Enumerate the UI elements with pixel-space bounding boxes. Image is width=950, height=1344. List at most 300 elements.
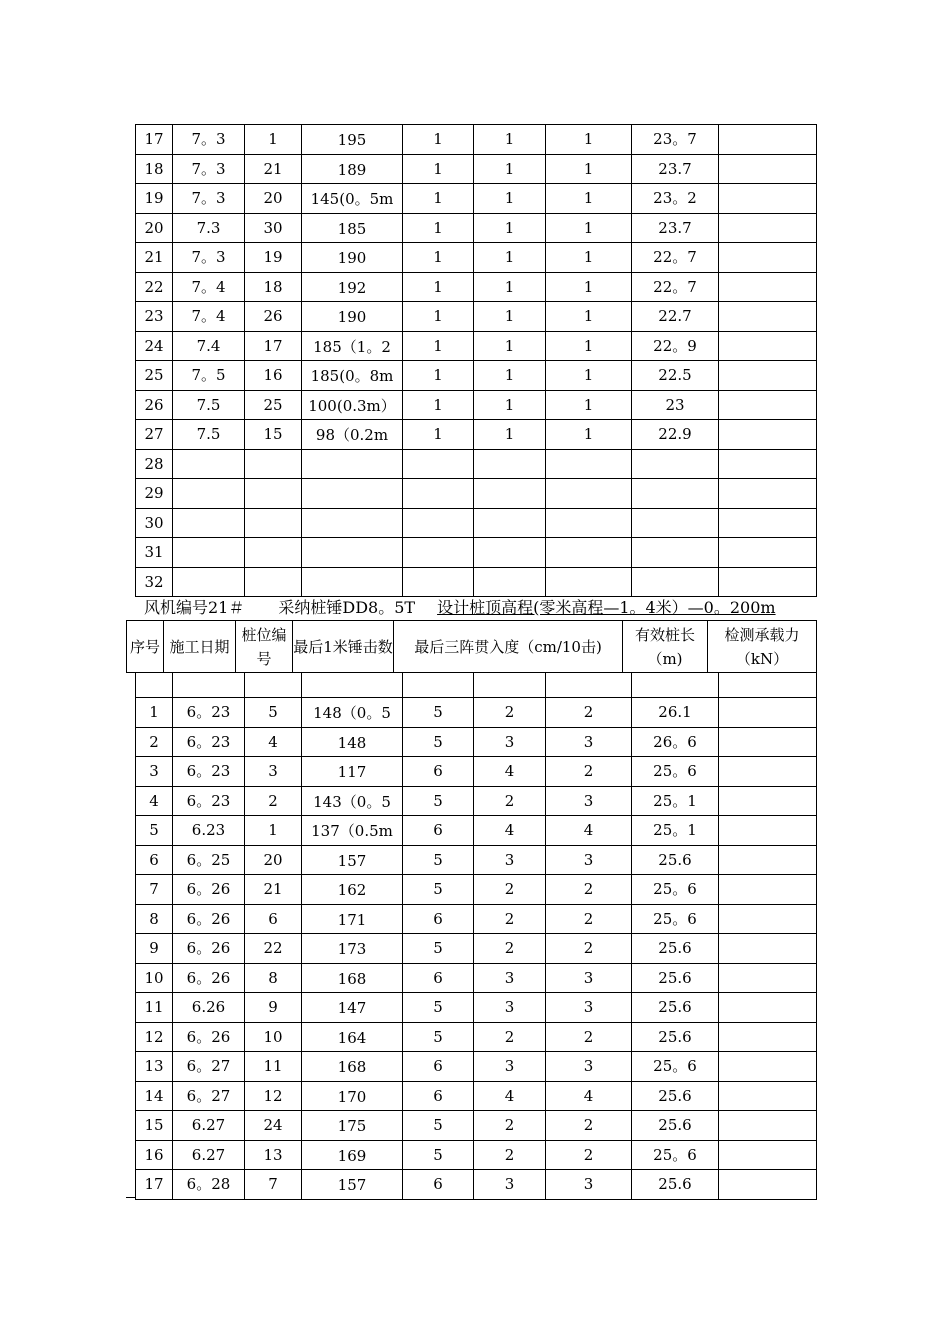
cell-capacity <box>719 993 817 1023</box>
cell-capacity <box>719 449 817 479</box>
cell-capacity <box>719 1111 817 1141</box>
cell-seq: 18 <box>136 154 173 184</box>
cell-penetration-1: 6 <box>403 1052 474 1082</box>
cell-pile-no: 3 <box>245 757 302 787</box>
cell-penetration-2: 2 <box>474 1111 546 1141</box>
cell-capacity <box>719 302 817 332</box>
cell-penetration-1: 5 <box>403 875 474 905</box>
table-row <box>136 538 817 568</box>
cell-penetration-3: 2 <box>546 698 632 728</box>
cell-effective-length: 23。7 <box>632 125 719 155</box>
cell-penetration-3: 3 <box>546 1052 632 1082</box>
cell-last-meter-blows: 189 <box>302 154 403 184</box>
cell-pile-no: 7 <box>245 1170 302 1200</box>
cell-seq: 17 <box>136 125 173 155</box>
cell-date: 7。4 <box>173 272 245 302</box>
table-row <box>136 1052 817 1082</box>
cell-date <box>173 567 245 597</box>
cell-pile-no: 19 <box>245 243 302 273</box>
cell-last-meter-blows: 164 <box>302 1022 403 1052</box>
cell-penetration-2: 1 <box>474 302 546 332</box>
cell-penetration-2: 1 <box>474 184 546 214</box>
cell-date: 7。3 <box>173 243 245 273</box>
cell-penetration-2: 3 <box>474 993 546 1023</box>
cell-effective-length <box>632 508 719 538</box>
cell-penetration-1: 6 <box>403 816 474 846</box>
cell-penetration-3 <box>546 508 632 538</box>
cell-penetration-2: 2 <box>474 875 546 905</box>
cell-capacity <box>719 1081 817 1111</box>
table-row <box>136 420 817 450</box>
cell-penetration-2: 1 <box>474 390 546 420</box>
cell-penetration-3: 1 <box>546 272 632 302</box>
cell-last-meter-blows: 157 <box>302 1170 403 1200</box>
cell-date: 6.26 <box>173 993 245 1023</box>
cell-capacity <box>719 698 817 728</box>
cell-seq: 3 <box>136 757 173 787</box>
cell-penetration-3: 1 <box>546 331 632 361</box>
cell-seq: 11 <box>136 993 173 1023</box>
cell-last-meter-blows <box>302 449 403 479</box>
pile-hammer: 采纳桩锤DD8。5T <box>278 598 416 617</box>
cell-penetration-1: 1 <box>403 213 474 243</box>
table-row <box>136 1081 817 1111</box>
cell-penetration-1: 1 <box>403 420 474 450</box>
cell-seq: 8 <box>136 904 173 934</box>
cell-penetration-2: 3 <box>474 1170 546 1200</box>
cell-penetration-2: 2 <box>474 934 546 964</box>
table-row <box>136 184 817 214</box>
table-row <box>136 272 817 302</box>
cell-date: 6.27 <box>173 1111 245 1141</box>
cell-penetration-3: 2 <box>546 757 632 787</box>
cell-effective-length: 25。1 <box>632 786 719 816</box>
header-seq: 序号 <box>127 621 164 673</box>
cell-seq: 21 <box>136 243 173 273</box>
cell-capacity <box>719 272 817 302</box>
cell-penetration-3: 3 <box>546 963 632 993</box>
cell-date: 6。26 <box>173 904 245 934</box>
cell-date: 6。23 <box>173 727 245 757</box>
cell-capacity <box>719 727 817 757</box>
cell-penetration-1: 6 <box>403 757 474 787</box>
table-row <box>136 727 817 757</box>
cell-seq: 19 <box>136 184 173 214</box>
cell-date: 6.23 <box>173 816 245 846</box>
pile-record-table <box>135 672 817 1200</box>
cell-pile-no: 2 <box>245 786 302 816</box>
cell-last-meter-blows: 175 <box>302 1111 403 1141</box>
cell-effective-length: 25。6 <box>632 757 719 787</box>
cell-seq: 25 <box>136 361 173 391</box>
table-row <box>136 698 817 728</box>
cell-date <box>173 479 245 509</box>
cell-penetration-3: 1 <box>546 302 632 332</box>
cell-last-meter-blows: 185（1。2 <box>302 331 403 361</box>
cell-penetration-3: 1 <box>546 184 632 214</box>
cell-date: 7。3 <box>173 125 245 155</box>
cell-effective-length: 25。1 <box>632 816 719 846</box>
table-row <box>136 390 817 420</box>
cell-last-meter-blows: 190 <box>302 243 403 273</box>
cell-seq: 24 <box>136 331 173 361</box>
cell-penetration-3: 4 <box>546 816 632 846</box>
cell-last-meter-blows: 148 <box>302 727 403 757</box>
cell-date: 6。23 <box>173 786 245 816</box>
turbine-number: 风机编号21＃ <box>144 598 245 617</box>
cell-penetration-2: 1 <box>474 331 546 361</box>
table-a-body <box>136 125 817 597</box>
cell-capacity <box>719 538 817 568</box>
cell-effective-length: 25.6 <box>632 963 719 993</box>
cell-capacity <box>719 154 817 184</box>
turbine-caption <box>144 598 776 618</box>
cell-penetration-1: 1 <box>403 390 474 420</box>
cell-date <box>173 508 245 538</box>
cell-pile-no: 8 <box>245 963 302 993</box>
cell-pile-no: 12 <box>245 1081 302 1111</box>
cell-penetration-1: 5 <box>403 1022 474 1052</box>
cell-last-meter-blows: 137（0.5m <box>302 816 403 846</box>
cell-date: 6。27 <box>173 1081 245 1111</box>
cell-seq: 20 <box>136 213 173 243</box>
cell-pile-no: 20 <box>245 184 302 214</box>
cell-penetration-2: 4 <box>474 1081 546 1111</box>
cell-last-meter-blows: 192 <box>302 272 403 302</box>
cell-penetration-2: 1 <box>474 420 546 450</box>
cell-seq: 9 <box>136 934 173 964</box>
cell-penetration-3: 2 <box>546 1140 632 1170</box>
cell-penetration-1: 1 <box>403 184 474 214</box>
cell-date: 6。23 <box>173 757 245 787</box>
cell-seq: 2 <box>136 727 173 757</box>
cell-penetration-1: 5 <box>403 934 474 964</box>
cell-seq: 23 <box>136 302 173 332</box>
cell-capacity <box>719 331 817 361</box>
table-row <box>136 757 817 787</box>
table-row <box>136 154 817 184</box>
cell-capacity <box>719 184 817 214</box>
cell-capacity <box>719 390 817 420</box>
header-effective-length: 有效桩长（m) <box>623 621 708 673</box>
cell-pile-no: 21 <box>245 875 302 905</box>
table-row <box>136 508 817 538</box>
cell-penetration-1: 6 <box>403 963 474 993</box>
table-row <box>136 845 817 875</box>
cell-pile-no <box>245 508 302 538</box>
cell-pile-no: 17 <box>245 331 302 361</box>
cell-capacity <box>719 1022 817 1052</box>
cell-date: 6。26 <box>173 875 245 905</box>
header-pile-no: 桩位编号 <box>236 621 293 673</box>
cell-penetration-2: 4 <box>474 757 546 787</box>
cell-seq: 17 <box>136 1170 173 1200</box>
cell-penetration-3: 2 <box>546 875 632 905</box>
cell-pile-no: 10 <box>245 1022 302 1052</box>
cell-seq: 7 <box>136 875 173 905</box>
cell-effective-length: 25。6 <box>632 1052 719 1082</box>
cell-last-meter-blows: 171 <box>302 904 403 934</box>
cell-date: 7。3 <box>173 184 245 214</box>
cell-effective-length: 23.7 <box>632 154 719 184</box>
cell-penetration-3 <box>546 567 632 597</box>
cell-pile-no: 5 <box>245 698 302 728</box>
cell-penetration-2 <box>474 538 546 568</box>
cell-penetration-1: 6 <box>403 1081 474 1111</box>
cell-penetration-2: 2 <box>474 904 546 934</box>
header-last-meter-blows: 最后1米锤击数 <box>293 621 394 673</box>
cell-penetration-2: 2 <box>474 1140 546 1170</box>
cell-penetration-3: 1 <box>546 390 632 420</box>
cell-penetration-2: 1 <box>474 154 546 184</box>
cell-last-meter-blows: 185(0。8m <box>302 361 403 391</box>
cell-date: 6。25 <box>173 845 245 875</box>
cell-penetration-1: 1 <box>403 125 474 155</box>
cell-last-meter-blows: 147 <box>302 993 403 1023</box>
table-row <box>136 904 817 934</box>
cell-capacity <box>719 875 817 905</box>
cell-penetration-3: 2 <box>546 934 632 964</box>
cell-effective-length: 25.6 <box>632 1170 719 1200</box>
cell-seq: 16 <box>136 1140 173 1170</box>
cell-seq: 4 <box>136 786 173 816</box>
cell-effective-length: 25.6 <box>632 1081 719 1111</box>
cell-pile-no: 21 <box>245 154 302 184</box>
table-row <box>136 125 817 155</box>
table-row <box>136 993 817 1023</box>
cell-effective-length: 26.1 <box>632 698 719 728</box>
cell-penetration-2: 1 <box>474 213 546 243</box>
cell-penetration-3: 3 <box>546 786 632 816</box>
cell-effective-length <box>632 538 719 568</box>
cell-date: 6。26 <box>173 934 245 964</box>
cell-last-meter-blows: 169 <box>302 1140 403 1170</box>
cell-last-meter-blows: 157 <box>302 845 403 875</box>
cell-effective-length: 25.6 <box>632 934 719 964</box>
cell-capacity <box>719 243 817 273</box>
table-row <box>136 331 817 361</box>
cell-capacity <box>719 757 817 787</box>
cell-penetration-1: 1 <box>403 302 474 332</box>
cell-pile-no: 11 <box>245 1052 302 1082</box>
cell-effective-length: 22。7 <box>632 243 719 273</box>
cell-penetration-1: 1 <box>403 243 474 273</box>
pile-record-table-header <box>126 620 817 673</box>
cell-last-meter-blows: 143（0。5 <box>302 786 403 816</box>
cell-pile-no: 4 <box>245 727 302 757</box>
cell-effective-length: 25.6 <box>632 1111 719 1141</box>
cell-capacity <box>719 845 817 875</box>
table-row <box>136 567 817 597</box>
cell-penetration-1: 1 <box>403 331 474 361</box>
cell-pile-no <box>245 449 302 479</box>
cell-penetration-2: 3 <box>474 963 546 993</box>
cell-penetration-3: 2 <box>546 1022 632 1052</box>
cell-last-meter-blows: 148（0。5 <box>302 698 403 728</box>
cell-effective-length: 25.6 <box>632 845 719 875</box>
cell-penetration-2 <box>474 479 546 509</box>
cell-penetration-2: 1 <box>474 125 546 155</box>
cell-pile-no: 1 <box>245 125 302 155</box>
table-row <box>136 302 817 332</box>
cell-seq: 29 <box>136 479 173 509</box>
cell-effective-length: 23 <box>632 390 719 420</box>
cell-penetration-2: 3 <box>474 1052 546 1082</box>
cell-penetration-1 <box>403 508 474 538</box>
cell-last-meter-blows <box>302 508 403 538</box>
cell-effective-length: 25。6 <box>632 875 719 905</box>
table-row <box>136 1111 817 1141</box>
cell-seq: 30 <box>136 508 173 538</box>
cell-last-meter-blows: 185 <box>302 213 403 243</box>
cell-seq: 27 <box>136 420 173 450</box>
cell-last-meter-blows: 190 <box>302 302 403 332</box>
table-row <box>136 1140 817 1170</box>
table-b-body <box>136 673 817 1200</box>
cell-date: 7。5 <box>173 361 245 391</box>
cell-last-meter-blows: 195 <box>302 125 403 155</box>
cell-pile-no: 15 <box>245 420 302 450</box>
table-row <box>136 963 817 993</box>
cell-seq: 15 <box>136 1111 173 1141</box>
cell-capacity <box>719 816 817 846</box>
cell-penetration-1: 5 <box>403 845 474 875</box>
cell-date: 6。26 <box>173 963 245 993</box>
cell-capacity <box>719 963 817 993</box>
cell-date <box>173 449 245 479</box>
table-row <box>136 449 817 479</box>
cell-capacity <box>719 934 817 964</box>
cell-penetration-2: 1 <box>474 361 546 391</box>
cell-effective-length: 23.7 <box>632 213 719 243</box>
cell-penetration-3: 4 <box>546 1081 632 1111</box>
header-date: 施工日期 <box>164 621 236 673</box>
cell-penetration-1 <box>403 567 474 597</box>
cell-seq: 28 <box>136 449 173 479</box>
cell-date: 7.3 <box>173 213 245 243</box>
cell-seq: 32 <box>136 567 173 597</box>
design-pile-top-elevation: 设计桩顶高程(零米高程—1。4米）—0。200m <box>437 598 776 617</box>
cell-date: 6。26 <box>173 1022 245 1052</box>
cell-penetration-3: 3 <box>546 845 632 875</box>
cell-penetration-2: 2 <box>474 698 546 728</box>
cell-penetration-3 <box>546 449 632 479</box>
cell-effective-length: 26。6 <box>632 727 719 757</box>
cell-pile-no: 26 <box>245 302 302 332</box>
table-row <box>136 243 817 273</box>
cell-pile-no: 24 <box>245 1111 302 1141</box>
cell-capacity <box>719 1140 817 1170</box>
cell-date: 6。23 <box>173 698 245 728</box>
cell-penetration-3: 2 <box>546 1111 632 1141</box>
cell-effective-length: 25.6 <box>632 993 719 1023</box>
cell-effective-length: 23。2 <box>632 184 719 214</box>
cell-capacity <box>719 1170 817 1200</box>
cell-penetration-3: 2 <box>546 904 632 934</box>
cell-penetration-2: 3 <box>474 845 546 875</box>
cell-effective-length: 22.9 <box>632 420 719 450</box>
cell-date: 7.4 <box>173 331 245 361</box>
cell-effective-length <box>632 449 719 479</box>
cell-last-meter-blows: 162 <box>302 875 403 905</box>
cell-penetration-3: 3 <box>546 727 632 757</box>
cell-capacity <box>719 479 817 509</box>
table-row <box>136 934 817 964</box>
cell-effective-length: 25。6 <box>632 904 719 934</box>
cell-last-meter-blows <box>302 479 403 509</box>
cell-last-meter-blows: 98（0.2m <box>302 420 403 450</box>
cell-penetration-2: 1 <box>474 272 546 302</box>
cell-penetration-1 <box>403 538 474 568</box>
cell-penetration-1: 5 <box>403 698 474 728</box>
header-penetration: 最后三阵贯入度（cm/10击) <box>394 621 623 673</box>
cell-seq: 5 <box>136 816 173 846</box>
cell-effective-length <box>632 567 719 597</box>
cell-penetration-2 <box>474 508 546 538</box>
cell-penetration-3: 1 <box>546 420 632 450</box>
cell-effective-length <box>632 479 719 509</box>
cell-penetration-3 <box>546 479 632 509</box>
cell-capacity <box>719 213 817 243</box>
cell-seq: 14 <box>136 1081 173 1111</box>
cell-pile-no <box>245 567 302 597</box>
table-row <box>136 479 817 509</box>
cell-pile-no: 18 <box>245 272 302 302</box>
cell-penetration-3: 1 <box>546 213 632 243</box>
cell-pile-no: 20 <box>245 845 302 875</box>
cell-penetration-2: 4 <box>474 816 546 846</box>
cell-pile-no: 13 <box>245 1140 302 1170</box>
table-row <box>136 361 817 391</box>
cell-pile-no <box>245 479 302 509</box>
cell-penetration-1 <box>403 449 474 479</box>
cell-seq: 13 <box>136 1052 173 1082</box>
cell-last-meter-blows: 168 <box>302 1052 403 1082</box>
pile-record-table-continued <box>135 124 817 597</box>
cell-penetration-1: 1 <box>403 272 474 302</box>
cell-date: 7。4 <box>173 302 245 332</box>
cell-last-meter-blows: 168 <box>302 963 403 993</box>
table-row <box>136 875 817 905</box>
cell-penetration-3: 1 <box>546 154 632 184</box>
cell-penetration-3: 1 <box>546 243 632 273</box>
cell-last-meter-blows <box>302 538 403 568</box>
cell-capacity <box>719 1052 817 1082</box>
cell-date: 7。3 <box>173 154 245 184</box>
cell-penetration-1: 5 <box>403 786 474 816</box>
cell-penetration-1: 1 <box>403 361 474 391</box>
cell-seq: 12 <box>136 1022 173 1052</box>
cell-effective-length: 25.6 <box>632 1022 719 1052</box>
cell-penetration-3: 3 <box>546 993 632 1023</box>
cell-last-meter-blows: 173 <box>302 934 403 964</box>
cell-penetration-3: 1 <box>546 125 632 155</box>
cell-penetration-1: 5 <box>403 1111 474 1141</box>
cell-capacity <box>719 508 817 538</box>
cell-seq: 31 <box>136 538 173 568</box>
cell-capacity <box>719 420 817 450</box>
cell-penetration-2 <box>474 567 546 597</box>
cell-pile-no: 25 <box>245 390 302 420</box>
cell-pile-no: 1 <box>245 816 302 846</box>
cell-effective-length: 22。9 <box>632 331 719 361</box>
cell-pile-no: 9 <box>245 993 302 1023</box>
cell-effective-length: 22.5 <box>632 361 719 391</box>
table-row <box>136 1022 817 1052</box>
cell-date: 6。27 <box>173 1052 245 1082</box>
cell-last-meter-blows: 117 <box>302 757 403 787</box>
cell-capacity <box>719 786 817 816</box>
